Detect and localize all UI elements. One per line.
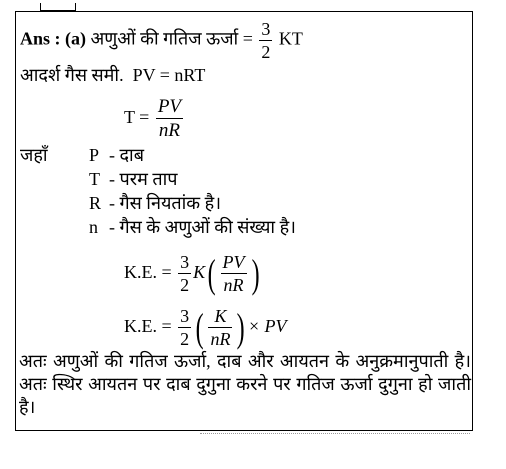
definition-symbol: R: [89, 193, 102, 213]
ke1-lhs: K.E. =: [124, 262, 172, 282]
t-eq-lhs: T =: [124, 107, 150, 127]
answer-line: [20, 20, 303, 61]
ke2-fraction: [178, 307, 191, 348]
definition-row: [89, 144, 144, 166]
right-paren: ): [251, 250, 260, 296]
conclusion-paragraph: अतः अणुओं की गतिज ऊर्जा, दाब और आयतन के अनुक्रमानुपाती है। अतः स्थिर आयतन पर दाब दुगुना करने पर गतिज ऊर्जा दुगुना हो जाती है।: [19, 351, 471, 417]
ke-equation-1: [124, 244, 262, 300]
ke2-lhs: K.E. =: [124, 316, 172, 336]
definition-meaning: - दाब: [109, 145, 144, 165]
answer-option: (a): [65, 28, 87, 49]
ke1-inner-num: PV: [222, 252, 245, 273]
t-eq-num: PV: [157, 96, 182, 118]
definition-row: [89, 168, 178, 190]
ke2-inner-fraction: [208, 307, 232, 348]
gas-eq-equation: PV = nRT: [132, 65, 206, 85]
definition-meaning: - गैस के अणुओं की संख्या है।: [109, 217, 296, 237]
gas-equation-line: [20, 64, 205, 86]
definition-row: [89, 216, 296, 238]
right-paren: ): [237, 304, 246, 350]
ke-equation-2: [124, 298, 286, 354]
left-paren: (: [195, 304, 204, 350]
ke1-den: 2: [180, 275, 190, 296]
ke2-inner-num: K: [208, 307, 232, 328]
ke1-inner-den: nR: [223, 275, 244, 296]
definition-row: [89, 192, 221, 214]
definition-meaning: - गैस नियतांक है।: [109, 193, 222, 213]
ke2-tail: × PV: [247, 316, 287, 336]
ke-fraction-den: 2: [261, 42, 271, 62]
gas-eq-label: आदर्श गैस समी.: [20, 65, 124, 85]
definition-symbol: T: [89, 169, 100, 189]
bottom-dotted-rule: [200, 433, 470, 440]
ke1-fraction: [178, 253, 191, 294]
ke-fraction-num: 3: [261, 19, 271, 39]
ke-fraction: [259, 20, 272, 61]
where-label: जहाँ: [20, 145, 48, 165]
answer-prefix: Ans :: [20, 28, 61, 49]
ke1-k: K: [193, 262, 206, 282]
ke2-num: 3: [180, 306, 190, 327]
t-eq-den: nR: [158, 120, 180, 142]
ke-text: अणुओं की गतिज ऊर्जा =: [90, 28, 253, 49]
ke-tail: KT: [278, 28, 303, 49]
ke2-inner-den: nR: [210, 329, 231, 350]
definition-symbol: P: [89, 145, 100, 165]
ke1-inner-fraction: [221, 253, 247, 294]
left-paren: (: [207, 250, 216, 296]
definition-symbol: n: [89, 217, 98, 237]
t-equation-line: [124, 94, 185, 140]
ke2-den: 2: [180, 329, 190, 350]
t-eq-fraction: [156, 97, 183, 140]
ke1-num: 3: [180, 252, 190, 273]
top-bracket-decoration: [40, 3, 76, 11]
definition-meaning: - परम ताप: [109, 169, 178, 189]
